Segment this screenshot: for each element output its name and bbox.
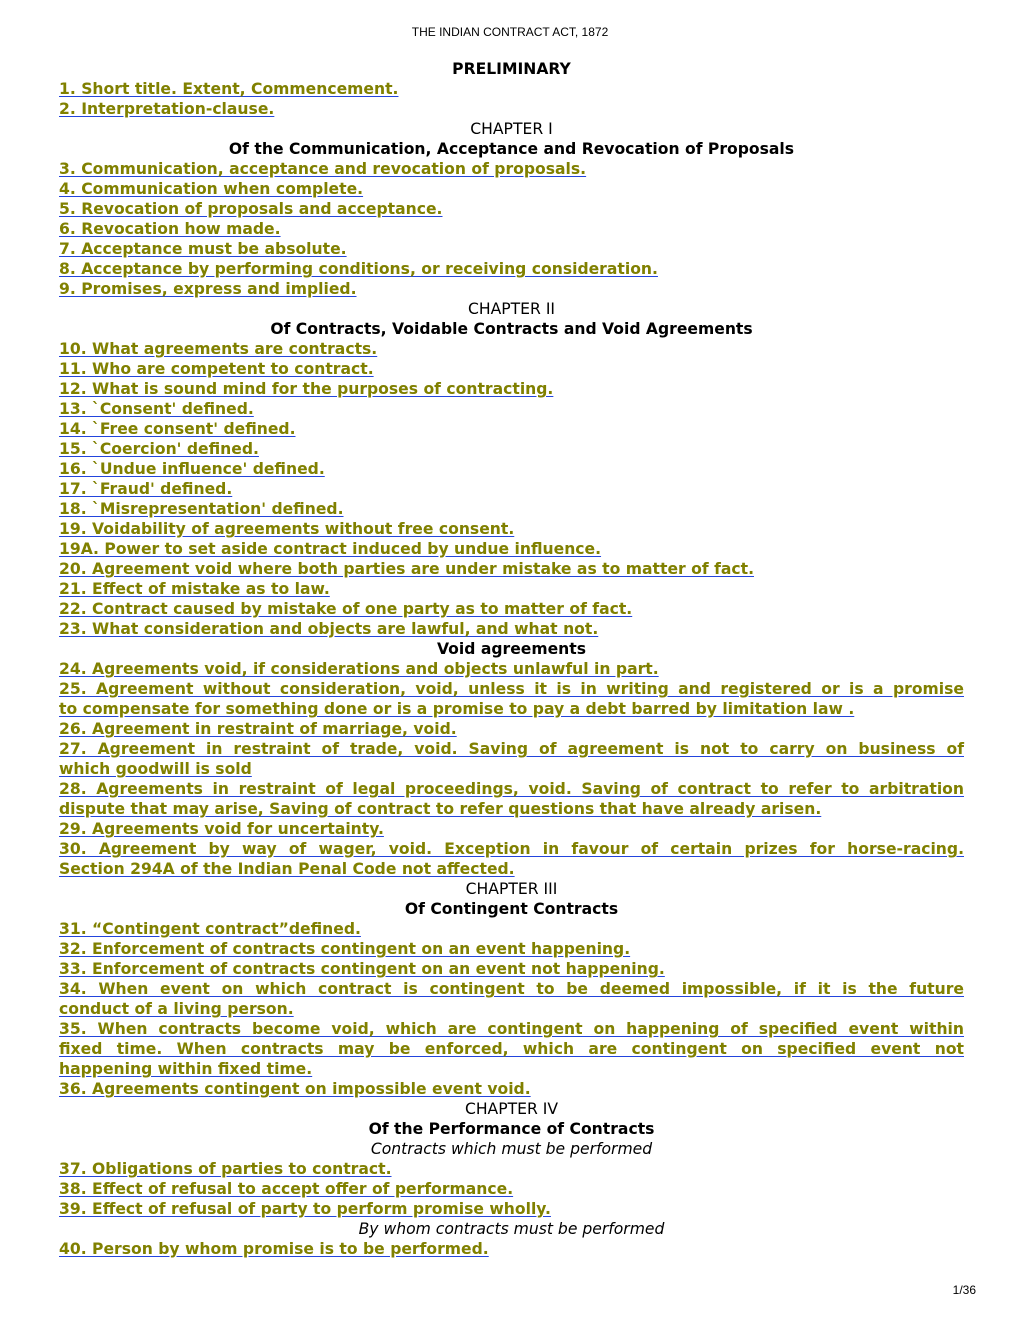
- toc-link-line: [59, 1059, 964, 1079]
- toc-link-line: [59, 479, 964, 499]
- section-link[interactable]: 40. Person by whom promise is to be performed.: [59, 1240, 489, 1258]
- toc-link-line: [59, 679, 964, 699]
- section-link[interactable]: 8. Acceptance by performing conditions, or receiving consideration.: [59, 260, 658, 278]
- toc-link-line: [59, 239, 964, 259]
- section-link[interactable]: 3. Communication, acceptance and revocation of proposals.: [59, 160, 587, 178]
- section-link[interactable]: fixed time. When contracts may be enforced, which are contingent on specified event not: [59, 1040, 964, 1058]
- section-link[interactable]: 29. Agreements void for uncertainty.: [59, 820, 384, 838]
- toc-link-line: [59, 279, 964, 299]
- toc-link-line: [59, 419, 964, 439]
- toc-link-line: [59, 979, 964, 999]
- section-link[interactable]: 37. Obligations of parties to contract.: [59, 1160, 392, 1178]
- section-link[interactable]: 30. Agreement by way of wager, void. Exception in favour of certain prizes for horse-racing.: [59, 840, 964, 858]
- table-of-contents: [59, 59, 964, 1259]
- subsection-title: Contracts which must be performed: [370, 1140, 653, 1158]
- section-link[interactable]: 19. Voidability of agreements without free consent.: [59, 520, 515, 538]
- toc-link-line: [59, 919, 964, 939]
- section-link[interactable]: 2. Interpretation-clause.: [59, 100, 275, 118]
- chapter-heading: CHAPTER III: [465, 880, 558, 898]
- section-link[interactable]: 6. Revocation how made.: [59, 220, 281, 238]
- section-link[interactable]: 9. Promises, express and implied.: [59, 280, 357, 298]
- section-link[interactable]: Section 294A of the Indian Penal Code not affected.: [59, 860, 515, 878]
- section-link[interactable]: 21. Effect of mistake as to law.: [59, 580, 330, 598]
- section-link[interactable]: 36. Agreements contingent on impossible event void.: [59, 1080, 531, 1098]
- toc-link-line: [59, 939, 964, 959]
- toc-link-line: [59, 759, 964, 779]
- toc-link-line: [59, 199, 964, 219]
- section-link[interactable]: 38. Effect of refusal to accept offer of performance.: [59, 1180, 514, 1198]
- toc-link-line: [59, 799, 964, 819]
- section-title: Of the Communication, Acceptance and Revocation of Proposals: [228, 140, 795, 158]
- toc-link-line: [59, 1079, 964, 1099]
- section-link[interactable]: 31. “Contingent contract”defined.: [59, 920, 361, 938]
- toc-link-line: [59, 859, 964, 879]
- section-link[interactable]: 11. Who are competent to contract.: [59, 360, 374, 378]
- section-link[interactable]: 18. `Misrepresentation' defined.: [59, 500, 344, 518]
- section-link[interactable]: 26. Agreement in restraint of marriage, void.: [59, 720, 457, 738]
- section-link[interactable]: 16. `Undue influence' defined.: [59, 460, 325, 478]
- section-link[interactable]: 23. What consideration and objects are lawful, and what not.: [59, 620, 599, 638]
- section-link[interactable]: to compensate for something done or is a promise to pay a debt barred by limitation law .: [59, 700, 855, 718]
- toc-link-line: [59, 1019, 964, 1039]
- section-link[interactable]: happening within fixed time.: [59, 1060, 313, 1078]
- section-link[interactable]: 27. Agreement in restraint of trade, void. Saving of agreement is not to carry on business of: [59, 740, 964, 758]
- toc-link-line: [59, 259, 964, 279]
- section-link[interactable]: dispute that may arise, Saving of contract to refer questions that have already arisen.: [59, 800, 822, 818]
- section-link[interactable]: 20. Agreement void where both parties are under mistake as to matter of fact.: [59, 560, 754, 578]
- toc-link-line: [59, 359, 964, 379]
- section-link[interactable]: 22. Contract caused by mistake of one party as to matter of fact.: [59, 600, 633, 618]
- toc-link-line: [59, 399, 964, 419]
- page-header: THE INDIAN CONTRACT ACT, 1872: [411, 25, 609, 39]
- toc-link-line: [59, 439, 964, 459]
- subsection-title: By whom contracts must be performed: [358, 1220, 665, 1238]
- section-link[interactable]: 17. `Fraud' defined.: [59, 480, 233, 498]
- toc-link-line: [59, 559, 964, 579]
- toc-link-line: [59, 459, 964, 479]
- toc-link-line: [59, 659, 964, 679]
- toc-link-line: [59, 599, 964, 619]
- section-title: Of the Performance of Contracts: [368, 1120, 655, 1138]
- section-link[interactable]: 4. Communication when complete.: [59, 180, 364, 198]
- section-link[interactable]: 13. `Consent' defined.: [59, 400, 254, 418]
- section-link[interactable]: 35. When contracts become void, which are contingent on happening of specified event within: [59, 1020, 964, 1038]
- section-title: Void agreements: [436, 640, 587, 658]
- toc-link-line: [59, 79, 964, 99]
- toc-link-line: [59, 1239, 964, 1259]
- section-link[interactable]: 28. Agreements in restraint of legal proceedings, void. Saving of contract to refer to arbitration: [59, 780, 964, 798]
- toc-link-line: [59, 1039, 964, 1059]
- toc-link-line: [59, 699, 964, 719]
- toc-link-line: [59, 1159, 964, 1179]
- toc-link-line: [59, 619, 964, 639]
- section-link[interactable]: 33. Enforcement of contracts contingent on an event not happening.: [59, 960, 665, 978]
- toc-link-line: [59, 1199, 964, 1219]
- section-link[interactable]: 24. Agreements void, if considerations and objects unlawful in part.: [59, 660, 659, 678]
- preliminary-heading: PRELIMINARY: [452, 60, 571, 78]
- section-link[interactable]: 14. `Free consent' defined.: [59, 420, 296, 438]
- section-link[interactable]: conduct of a living person.: [59, 1000, 294, 1018]
- toc-link-line: [59, 99, 964, 119]
- toc-link-line: [59, 519, 964, 539]
- section-link[interactable]: 15. `Coercion' defined.: [59, 440, 259, 458]
- toc-link-line: [59, 539, 964, 559]
- toc-link-line: [59, 159, 964, 179]
- section-link[interactable]: which goodwill is sold: [59, 760, 252, 778]
- section-title: Of Contracts, Voidable Contracts and Void Agreements: [270, 320, 753, 338]
- section-link[interactable]: 5. Revocation of proposals and acceptance.: [59, 200, 443, 218]
- toc-link-line: [59, 959, 964, 979]
- toc-link-line: [59, 579, 964, 599]
- section-link[interactable]: 1. Short title. Extent, Commencement.: [59, 80, 399, 98]
- toc-link-line: [59, 339, 964, 359]
- toc-link-line: [59, 379, 964, 399]
- toc-link-line: [59, 819, 964, 839]
- section-link[interactable]: 39. Effect of refusal of party to perform promise wholly.: [59, 1200, 551, 1218]
- section-link[interactable]: 25. Agreement without consideration, void, unless it is in writing and registered or is a promise: [59, 680, 964, 698]
- toc-link-line: [59, 999, 964, 1019]
- toc-link-line: [59, 839, 964, 859]
- section-link[interactable]: 32. Enforcement of contracts contingent on an event happening.: [59, 940, 631, 958]
- toc-link-line: [59, 179, 964, 199]
- section-title: Of Contingent Contracts: [404, 900, 619, 918]
- chapter-heading: CHAPTER II: [467, 300, 556, 318]
- section-link[interactable]: 19A. Power to set aside contract induced by undue influence.: [59, 540, 602, 558]
- toc-link-line: [59, 719, 964, 739]
- page-number: 1/36: [952, 1283, 976, 1297]
- toc-link-line: [59, 1179, 964, 1199]
- chapter-heading: CHAPTER IV: [464, 1100, 559, 1118]
- toc-link-line: [59, 779, 964, 799]
- section-link[interactable]: 12. What is sound mind for the purposes of contracting.: [59, 380, 554, 398]
- section-link[interactable]: 10. What agreements are contracts.: [59, 340, 378, 358]
- toc-link-line: [59, 739, 964, 759]
- toc-link-line: [59, 499, 964, 519]
- section-link[interactable]: 34. When event on which contract is contingent to be deemed impossible, if it is the future: [59, 980, 964, 998]
- chapter-heading: CHAPTER I: [470, 120, 553, 138]
- section-link[interactable]: 7. Acceptance must be absolute.: [59, 240, 347, 258]
- toc-link-line: [59, 219, 964, 239]
